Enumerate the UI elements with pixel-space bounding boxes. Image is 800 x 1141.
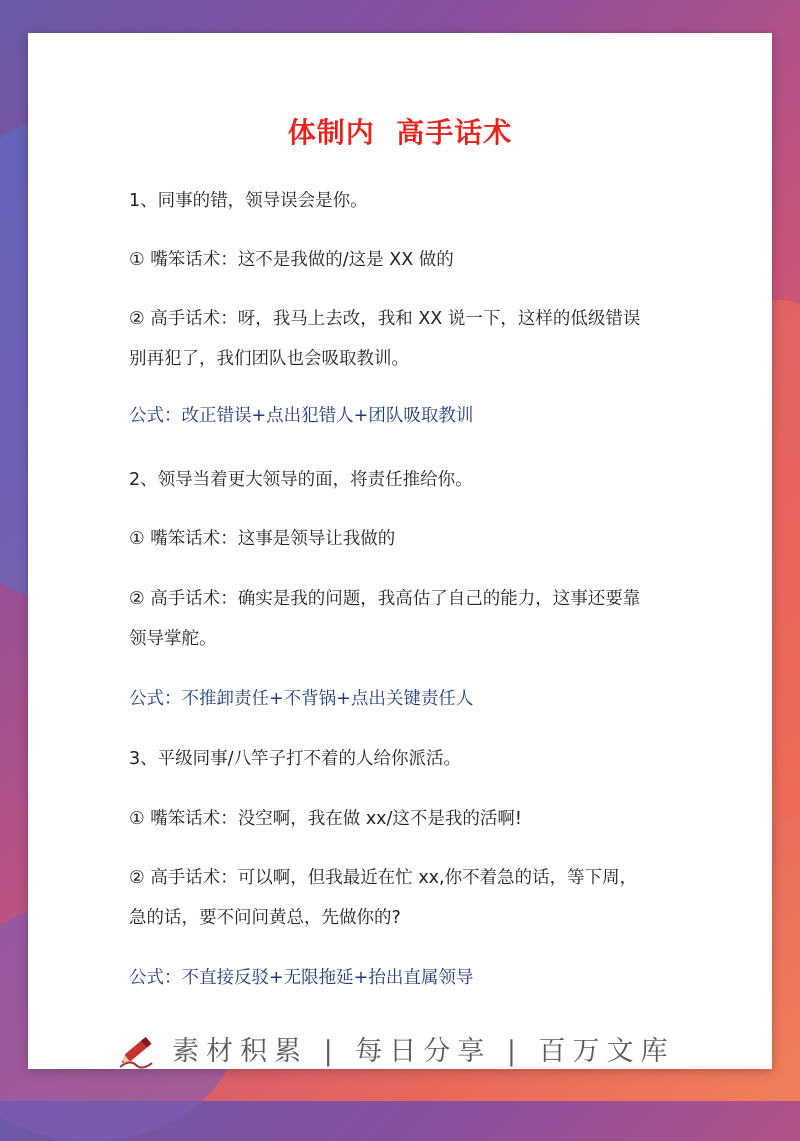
pen-icon	[116, 1027, 162, 1071]
section-heading: 1、同事的错，领导误会是你。	[129, 191, 368, 211]
expert-reply-line: ② 高手话术：呀，我马上去改，我和 XX 说一下，这样的低级错误	[129, 309, 641, 329]
expert-reply-line: 领导掌舵。	[129, 629, 217, 649]
page-title: 体制内 高手话术	[287, 116, 513, 149]
section-heading: 2、领导当着更大领导的面，将责任推给你。	[129, 470, 473, 490]
footer	[28, 1025, 772, 1075]
content-card	[28, 33, 772, 1069]
expert-reply-line: 别再犯了，我们团队也会吸取教训。	[129, 349, 409, 369]
expert-reply-line: 急的话，要不问问黄总，先做你的?	[129, 908, 401, 928]
section-heading: 3、平级同事/八竿子打不着的人给你派活。	[129, 749, 462, 769]
clumsy-reply: ① 嘴笨话术：这不是我做的/这是 XX 做的	[129, 250, 454, 270]
expert-reply-line: ② 高手话术：可以啊，但我最近在忙 xx,你不着急的话，等下周，	[129, 868, 638, 888]
clumsy-reply: ① 嘴笨话术：这事是领导让我做的	[129, 529, 396, 549]
formula-line: 公式：不推卸责任+不背锅+点出关键责任人	[129, 689, 474, 709]
expert-reply-line: ② 高手话术：确实是我的问题，我高估了自己的能力，这事还要靠	[129, 589, 641, 609]
footer-slogan: 素材积累 | 每日分享 | 百万文库	[172, 1036, 675, 1067]
clumsy-reply: ① 嘴笨话术：没空啊，我在做 xx/这不是我的活啊!	[129, 809, 522, 829]
formula-line: 公式：不直接反驳+无限拖延+抬出直属领导	[129, 968, 474, 988]
formula-line: 公式：改正错误+点出犯错人+团队吸取教训	[129, 406, 474, 426]
